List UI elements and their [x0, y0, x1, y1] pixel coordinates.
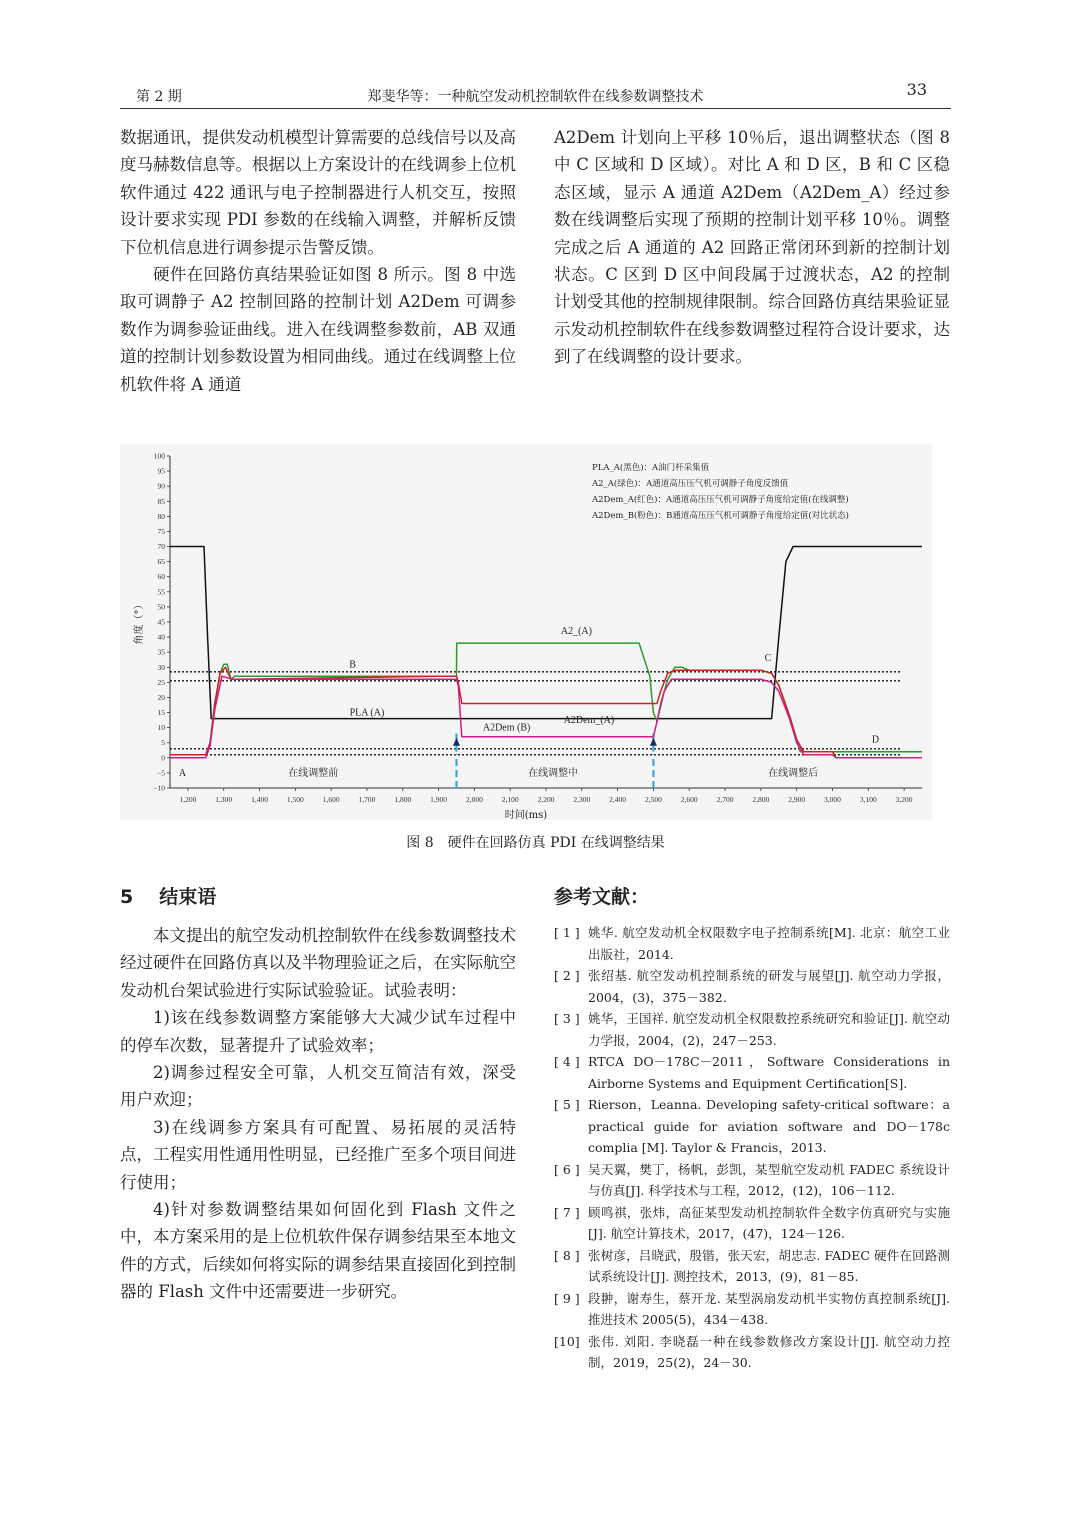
- conclusion-text: [120, 922, 516, 1306]
- reference-item: [ 6 ] 吴天翼，樊丁，杨帆，彭凯，某型航空发动机 FADEC 系统设计与仿真[J]. 科学技术与工程，2012，(12)，106－112.: [554, 1161, 950, 1198]
- y-tick-label: −5: [157, 768, 165, 778]
- y-tick-label: 20: [157, 692, 165, 702]
- x-tick-label: 1,800: [394, 795, 412, 804]
- section-title: 结束语: [159, 886, 217, 908]
- section-number: 5: [120, 886, 134, 908]
- x-tick-label: 3,100: [859, 795, 877, 804]
- paragraph: 本文提出的航空发动机控制软件在线参数调整技术经过硬件在回路仿真以及半物理验证之后，在实际航空发动机台架试验进行实际试验验证。试验表明：: [120, 926, 516, 1000]
- chart-annotation: PLA (A): [349, 707, 385, 719]
- x-tick-label: 3,200: [895, 795, 913, 804]
- y-tick-label: 30: [157, 662, 165, 672]
- paragraph: 3)在线调参方案具有可配置、易拓展的灵活特点，工程实用性通用性明显，已经推广至多个项目间进行使用；: [120, 1117, 516, 1192]
- y-tick-label: 35: [157, 647, 165, 657]
- x-tick-label: 1,600: [322, 795, 340, 804]
- y-tick-label: 10: [157, 723, 165, 733]
- paragraph: 4)针对参数调整结果如何固化到 Flash 文件之中，本方案采用的是上位机软件保存调参结果至本地文件的方式，后续如何将实际的调参结果直接固化到控制器的 Flash 文件中还需要进一步研究。: [120, 1200, 516, 1302]
- x-tick-label: 1,400: [251, 795, 268, 804]
- figure-8-chart: [120, 444, 932, 820]
- x-tick-label: 2,600: [680, 795, 698, 804]
- x-tick-label: 3,000: [824, 795, 841, 804]
- y-tick-label: 75: [157, 526, 165, 536]
- x-tick-label: 2,200: [537, 795, 555, 804]
- x-tick-label: 1,300: [215, 795, 233, 804]
- chart-annotation: 在线调整后: [768, 767, 819, 779]
- reference-item: [ 1 ] 姚华. 航空发动机全权限数字电子控制系统[M]. 北京：航空工业出版社，2014.: [554, 925, 950, 962]
- x-tick-label: 2,700: [716, 795, 734, 804]
- y-tick-label: 100: [153, 451, 165, 461]
- chart-annotation: A2Dem (B): [482, 722, 531, 734]
- section-heading: [120, 882, 216, 909]
- x-tick-label: 2,900: [788, 795, 806, 804]
- paragraph: 硬件在回路仿真结果验证如图 8 所示。图 8 中选取可调静子 A2 控制回路的控制计划 A2Dem 可调参数作为调参验证曲线。进入在线调整参数前，AB 双通道的控制计划参数设置为相同曲线。通过在线调整上位机软件将 A 通道: [120, 265, 516, 394]
- left-column: [120, 124, 516, 398]
- reference-item: [ 3 ] 姚华，王国祥. 航空发动机全权限数控系统研究和验证[J]. 航空动力学报，2004，(2)，247－253.: [554, 1011, 950, 1048]
- y-tick-label: 0: [161, 753, 165, 763]
- y-tick-label: 70: [157, 542, 165, 552]
- y-tick-label: 25: [157, 677, 165, 687]
- paragraph: 1)该在线参数调整方案能够大大减少试车过程中的停车次数，显著提升了试验效率；: [120, 1008, 516, 1055]
- x-tick-label: 2,400: [609, 795, 627, 804]
- y-tick-label: 60: [157, 572, 165, 582]
- x-tick-label: 2,000: [465, 795, 483, 804]
- chart-annotation: A2_(A): [560, 626, 592, 638]
- issue-number: 第 2 期: [136, 89, 182, 105]
- legend-entry: A2_A(绿色)：A通道高压压气机可调静子角度反馈值: [592, 479, 789, 489]
- reference-item: [ 9 ] 段翀，谢寿生，蔡开龙. 某型涡扇发动机半实物仿真控制系统[J]. 推进技术 2005(5)，434－438.: [554, 1290, 950, 1327]
- reference-item: [ 4 ] RTCA DO－178C－2011，Software Considerations in Airborne Systems and Equipment Certification[S].: [554, 1054, 950, 1091]
- reference-item: [10] 张伟. 刘阳. 李晓磊一种在线参数修改方案设计[J]. 航空动力控制，2019，25(2)，24－30.: [554, 1333, 950, 1370]
- chart-annotation: D: [871, 734, 880, 746]
- chart-annotation: 在线调整前: [288, 767, 339, 779]
- y-tick-label: 15: [157, 708, 165, 718]
- x-tick-label: 2,800: [752, 795, 770, 804]
- reference-item: [ 2 ] 张绍基. 航空发动机控制系统的研发与展望[J]. 航空动力学报，2004，(3)，375－382.: [554, 968, 950, 1005]
- references-heading: 参考文献：: [554, 886, 650, 908]
- y-tick-label: 50: [157, 602, 165, 612]
- chart-annotation: A: [178, 767, 187, 779]
- right-column: [554, 124, 950, 371]
- legend-entry: PLA_A(黑色)：A油门杆采集值: [592, 463, 710, 473]
- x-tick-label: 2,500: [644, 795, 662, 804]
- legend-entry: A2Dem_A(红色)：A通道高压压气机可调静子角度给定值(在线调整): [592, 495, 849, 505]
- y-tick-label: −10: [153, 783, 165, 793]
- running-title: 郑斐华等：一种航空发动机控制软件在线参数调整技术: [367, 89, 704, 105]
- x-tick-label: 1,200: [179, 795, 197, 804]
- page-number: 33: [906, 80, 927, 99]
- y-tick-label: 45: [157, 617, 165, 627]
- y-tick-label: 85: [157, 496, 165, 506]
- y-axis-label: 角度（°）: [134, 599, 145, 645]
- x-tick-label: 2,100: [501, 795, 519, 804]
- reference-item: [ 8 ] 张树彦，吕晓武，殷锴，张天宏，胡忠志. FADEC 硬件在回路测试系统设计[J]. 测控技术，2013，(9)，81－85.: [554, 1247, 950, 1284]
- chart-annotation: A2Dem_(A): [563, 715, 615, 727]
- running-header: [120, 78, 951, 109]
- x-tick-label: 1,700: [358, 795, 376, 804]
- reference-list: [554, 922, 950, 1374]
- x-tick-label: 2,300: [573, 795, 591, 804]
- y-tick-label: 65: [157, 557, 165, 567]
- x-axis-label: 时间(ms): [504, 810, 548, 820]
- paragraph: A2Dem 计划向上平移 10％后，退出调整状态（图 8 中 C 区域和 D 区域）。对比 A 和 D 区，B 和 C 区稳态区域，显示 A 通道 A2Dem（A2Dem_A）经过参数在线调整后实现了预期的控制计划平移 10％。调整完成之后 A 通道的 A2 回路正常闭环到新的控制计划状态。C 区到 D 区中间段属于过渡状态，A2 的控制计划受其他的控制规律限制。综合回路仿真结果验证显示发动机控制软件在线参数调整过程符合设计要求，达到了在线调整的设计要求。: [554, 128, 950, 367]
- y-tick-label: 55: [157, 587, 165, 597]
- chart-annotation: B: [349, 659, 356, 671]
- paragraph: 2)调参过程安全可靠，人机交互简洁有效，深受用户欢迎；: [120, 1063, 516, 1110]
- y-tick-label: 90: [157, 481, 165, 491]
- chart-annotation: 在线调整中: [528, 767, 579, 779]
- y-tick-label: 5: [161, 738, 165, 748]
- legend-entry: A2Dem_B(粉色)：B通道高压压气机可调静子角度给定值(对比状态): [592, 511, 849, 521]
- y-tick-label: 80: [157, 511, 165, 521]
- x-tick-label: 1,900: [430, 795, 448, 804]
- x-tick-label: 1,500: [286, 795, 304, 804]
- chart-annotation: C: [764, 653, 772, 665]
- y-tick-label: 95: [157, 466, 165, 476]
- reference-item: [ 7 ] 顾鸣祺，张炜，高征某型发动机控制软件全数字仿真研究与实施[J]. 航空计算技术，2017，(47)，124－126.: [554, 1204, 950, 1241]
- reference-item: [ 5 ] Rierson，Leanna. Developing safety-critical software：a practical guide for aviation software and DO－178c complia [M]. Taylor & Francis，2013.: [554, 1097, 950, 1155]
- y-tick-label: 40: [157, 632, 165, 642]
- figure-caption: 图 8 硬件在回路仿真 PDI 在线调整结果: [406, 835, 665, 851]
- paragraph: 数据通讯，提供发动机模型计算需要的总线信号以及高度马赫数信息等。根据以上方案设计的在线调参上位机软件通过 422 通讯与电子控制器进行人机交互，按照设计要求实现 PDI 参数的在线输入调整，并解析反馈下位机信息进行调参提示告警反馈。: [120, 128, 516, 257]
